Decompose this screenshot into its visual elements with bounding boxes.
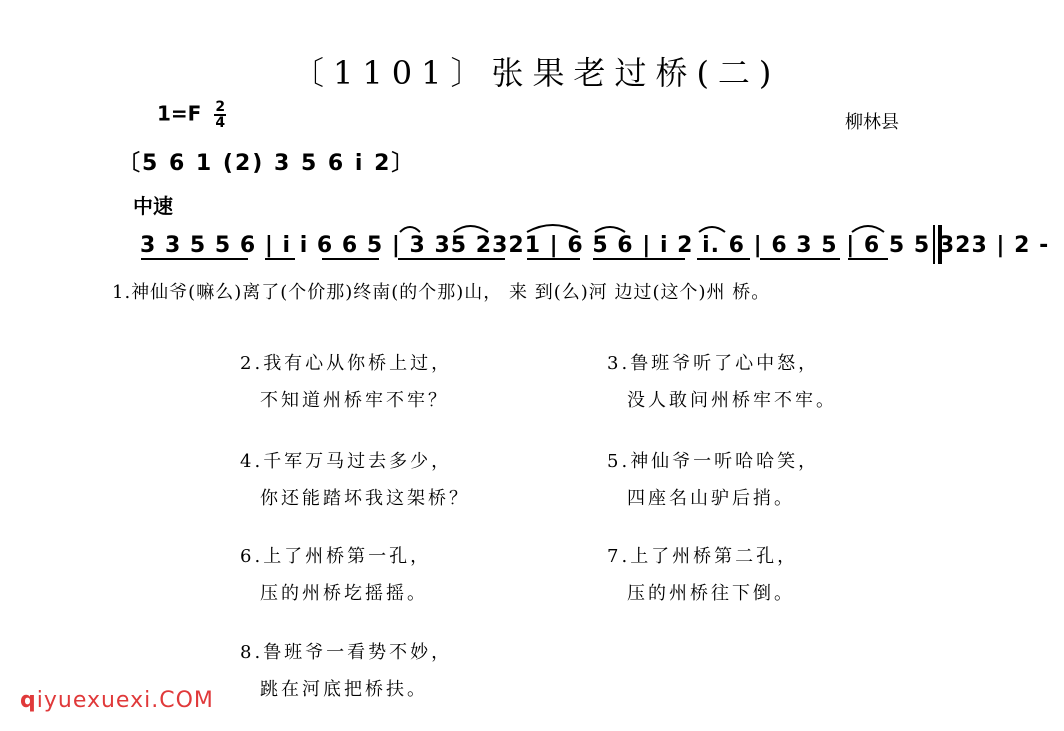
key-label: 1=F (157, 101, 202, 126)
verse-number: 3. (607, 353, 631, 374)
verse-line2: 不知道州桥牢不牢？ (260, 390, 449, 411)
verse-2 (240, 345, 452, 419)
verse-number: 7. (607, 546, 631, 567)
verse-8 (240, 634, 452, 708)
verse-7 (607, 538, 798, 612)
verse-line1: 神仙爷一听哈哈笑， (630, 451, 820, 472)
verse-line2: 没人敢问州桥牢不牢。 (627, 390, 837, 411)
lyric-line: 1.神仙爷(嘛么)离了(个价那)终南(的个那)山， 来 到(么)河 边过(这个)州 桥。 (112, 282, 771, 303)
verse-number: 8. (240, 642, 264, 663)
verse-3 (607, 345, 837, 419)
tempo-marking: 中速 (133, 194, 173, 218)
verse-4 (240, 443, 470, 517)
verse-line2: 四座名山驴后捎。 (627, 488, 795, 509)
site-watermark (20, 688, 214, 713)
time-denominator: 4 (215, 115, 226, 131)
watermark-text: iyuexuexi.COM (36, 688, 214, 713)
verse-line1: 鲁班爷听了心中怒， (630, 353, 820, 374)
song-title: 〔1101〕张果老过桥(二) (292, 54, 781, 92)
verse-line1: 鲁班爷一看势不妙， (263, 642, 453, 663)
notation-line: 3 3 5 5 6 | i i 6 6 5 | 3 35 2321 | 6 5 6 | i 2 i. 6 | 6 3 5 | 6 5 5 323 | 2 - (140, 233, 1050, 258)
verse-number: 4. (240, 451, 264, 472)
verse-line2: 跳在河底把桥扶。 (260, 679, 428, 700)
verse-number: 6. (240, 546, 264, 567)
verse-number: 5. (607, 451, 631, 472)
time-numerator: 2 (215, 99, 226, 115)
verse-5 (607, 443, 819, 517)
verse-line2: 压的州桥往下倒。 (627, 583, 795, 604)
watermark-logo: q (20, 688, 37, 713)
verse-line2: 压的州桥圪摇摇。 (260, 583, 428, 604)
verse-line1: 千军万马过去多少， (263, 451, 453, 472)
verse-line1: 我有心从你桥上过， (263, 353, 453, 374)
verse-line1: 上了州桥第二孔， (630, 546, 799, 567)
verse-6 (240, 538, 431, 612)
verse-line1: 上了州桥第一孔， (263, 546, 432, 567)
region-label: 柳林县 (845, 112, 899, 133)
verse-line2: 你还能踏坏我这架桥？ (260, 488, 470, 509)
intro-notation: 〔5 6 1 (2) 3 5 6 i 2〕 (118, 151, 416, 176)
verse-number: 2. (240, 353, 264, 374)
